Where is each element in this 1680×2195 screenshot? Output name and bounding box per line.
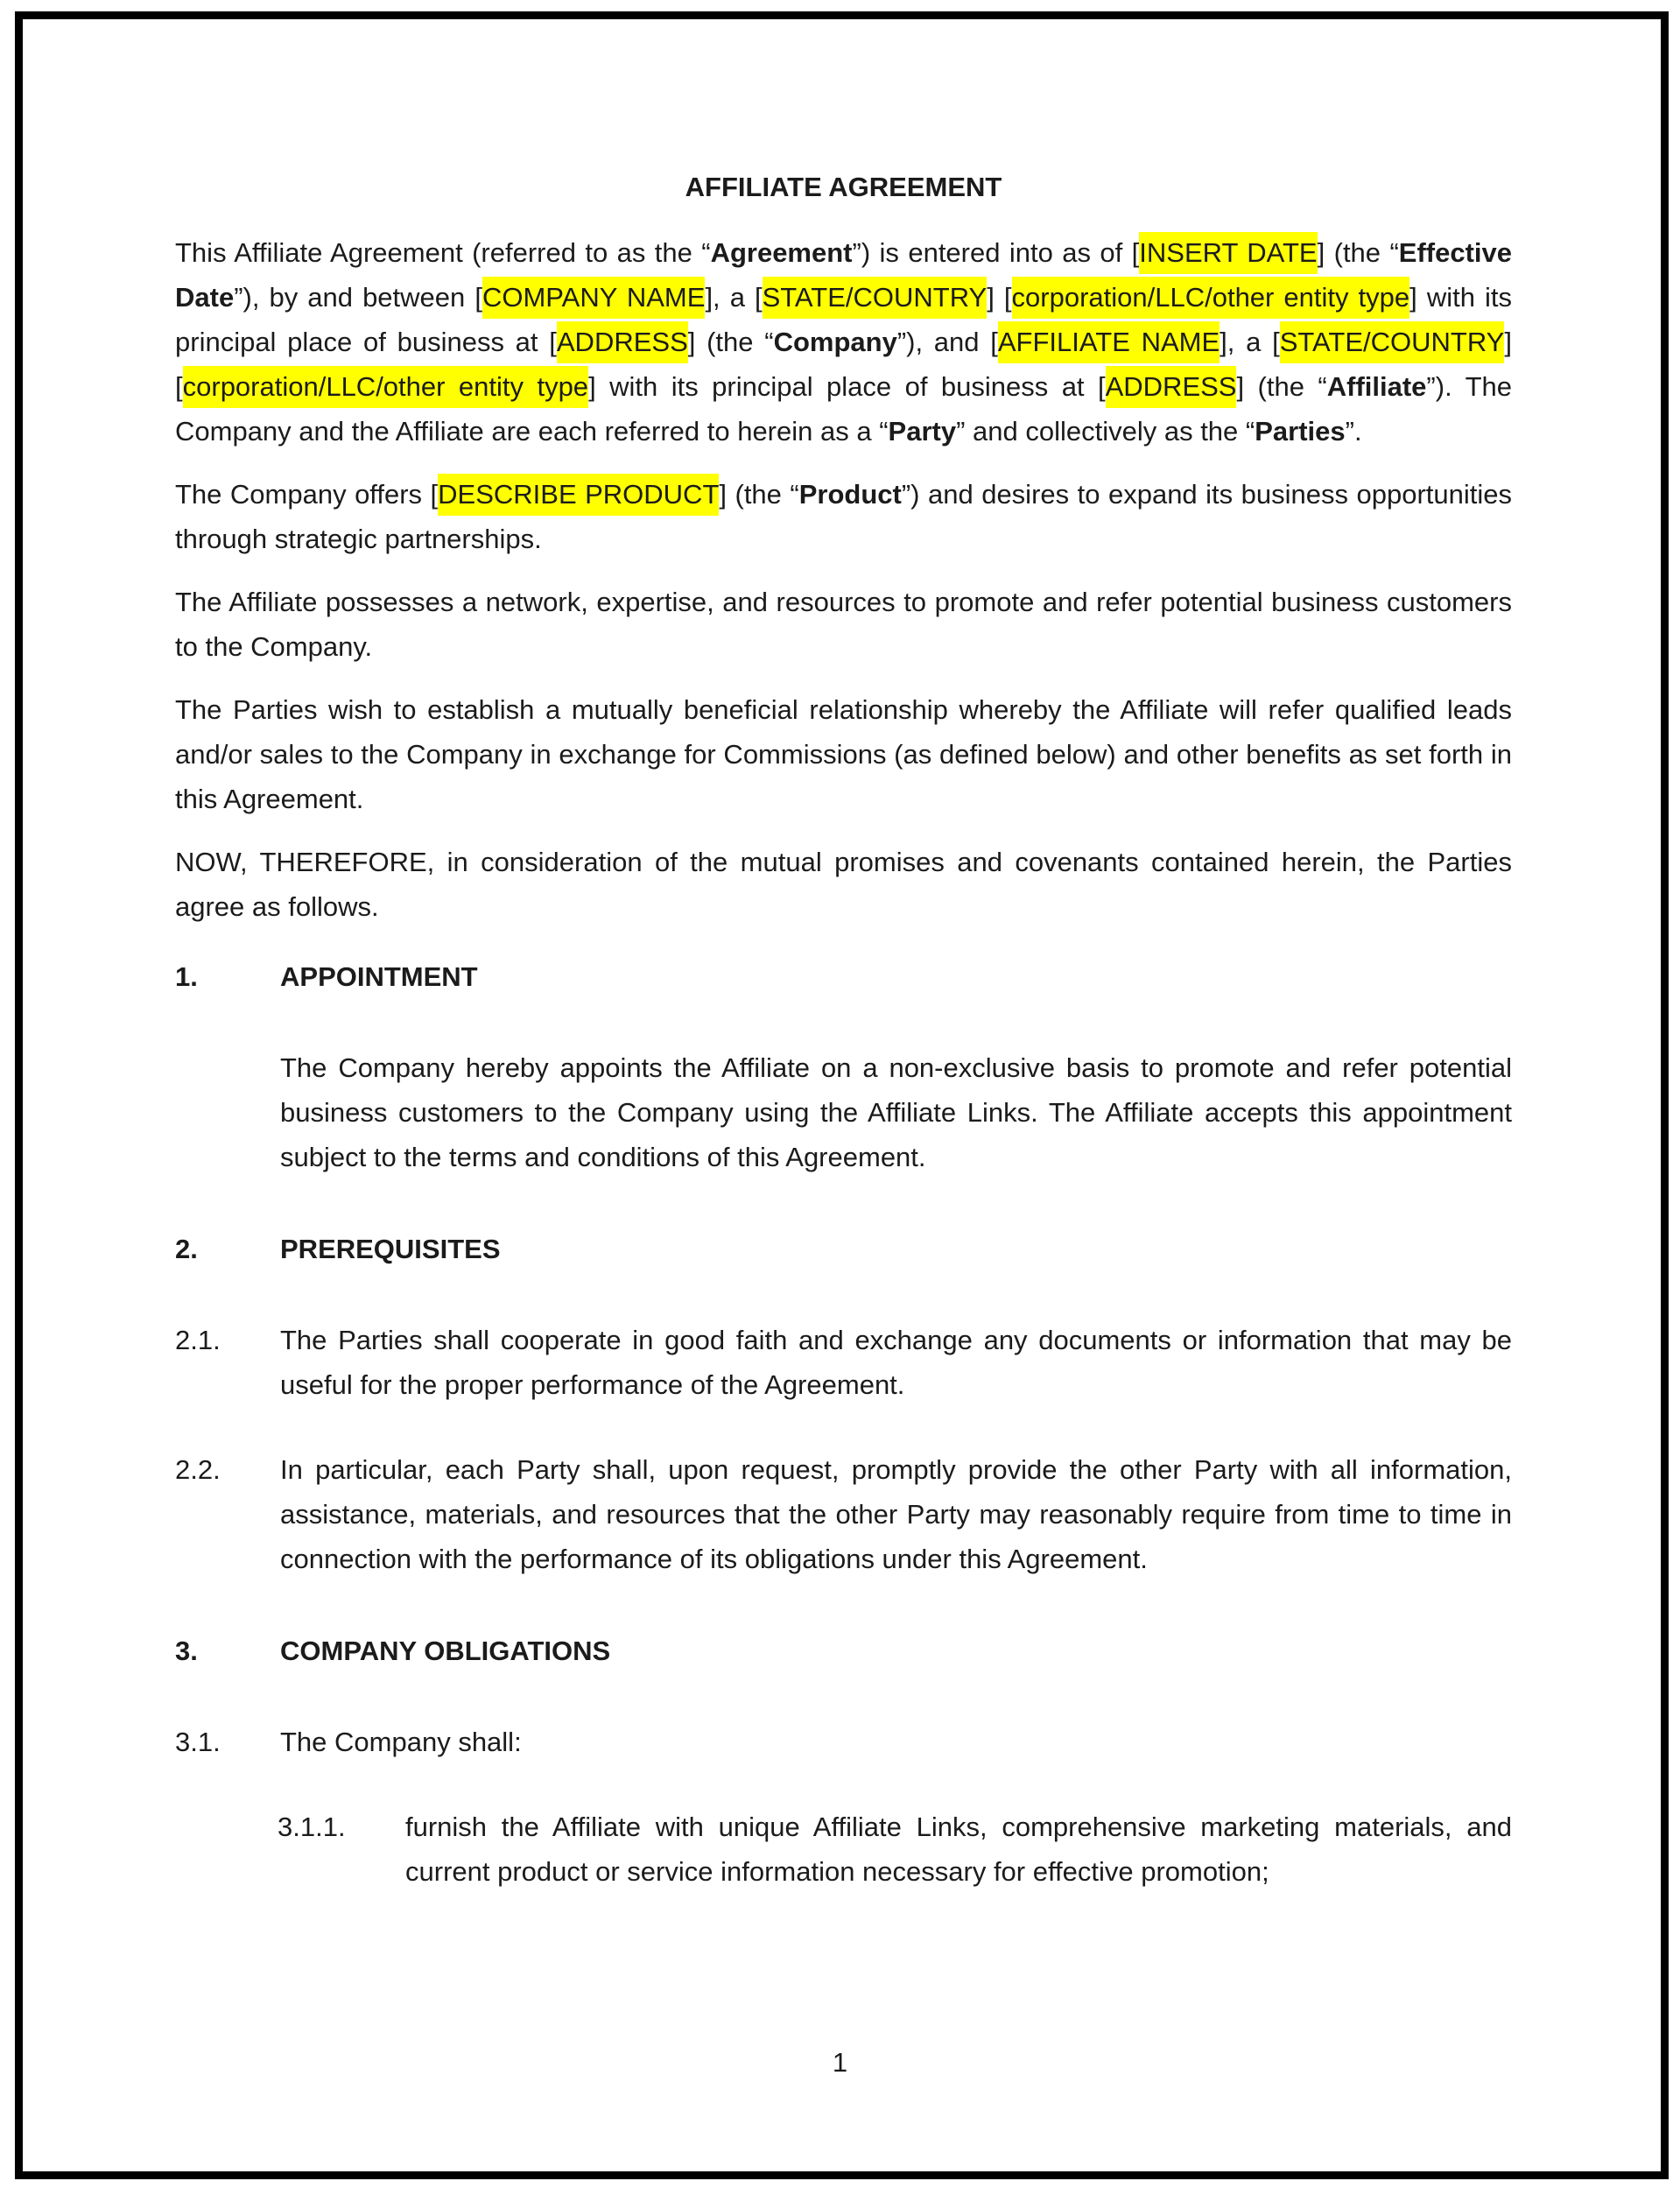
clause-text [280,1727,522,1757]
text-run: The Company hereby appoints the Affiliate on a non-exclusive basis to promote and refer potential business customers to the Company using the Affiliate Links. The Affiliate accepts this appointment subject to the terms and conditions of this Agreement. [280,1052,1512,1172]
highlighted-placeholder: ADDRESS [1106,366,1237,408]
highlighted-placeholder: STATE/COUNTRY [763,277,988,319]
paragraph [175,230,1512,454]
text-run: ] [ [175,327,1512,402]
clause-number: 2.1. [175,1325,221,1355]
bold-term: Effective Date [175,237,1512,313]
paragraph [175,580,1512,669]
clause-text [175,587,1512,662]
text-run: The Parties wish to establish a mutually beneficial relationship whereby the Affiliate will refer qualified leads and/or sales to the Company in exchange for Commissions (as defined below) and other benefits as set forth in this Agreement. [175,694,1512,814]
bold-term: Product [798,479,902,510]
text-run: In particular, each Party shall, upon request, promptly provide the other Party with all information, assistance, materials, and resources that the other Party may reasonably require from time to time in connection with the performance of its obligations under this Agreement. [280,1454,1512,1574]
highlighted-placeholder: COMPANY NAME [482,277,706,319]
text-run: ], a [ [1220,327,1280,357]
section-number: 2. [175,1234,198,1264]
clause-text [175,474,1512,554]
clause [175,1447,1512,1581]
highlighted-placeholder: corporation/LLC/other entity type [1012,277,1410,319]
text-run: ], a [ [705,282,763,313]
text-run: ”), by and between [ [234,282,482,313]
clause-text [175,847,1512,922]
text-run: The Company offers [ [175,479,439,510]
clause-text [175,694,1512,814]
clause-number: 2.2. [175,1454,221,1485]
section-title: APPOINTMENT [280,961,478,992]
clause [175,1318,1512,1407]
text-run: ] (the “ [1317,237,1399,268]
highlighted-placeholder: INSERT DATE [1139,232,1317,274]
highlighted-placeholder: AFFILIATE NAME [998,321,1220,363]
section-heading [175,1220,1512,1271]
document-title: AFFILIATE AGREEMENT [685,172,1002,202]
document-body [175,0,1512,2195]
highlighted-placeholder: ADDRESS [557,321,688,363]
text-run: ] [ [987,282,1012,313]
bold-term: Party [888,416,957,447]
clause-text [175,232,1512,447]
text-run: ] with its principal place of business at [ [175,282,1512,357]
clause-text [280,1052,1512,1172]
section-title: COMPANY OBLIGATIONS [280,1636,611,1666]
clause [175,1805,1512,1894]
text-run: The Company shall: [280,1727,522,1757]
clause-text [405,1812,1512,1887]
text-run: ] with its principal place of business at [ [588,371,1106,402]
clause-number: 3.1.1. [278,1812,346,1842]
section-number: 3. [175,1636,198,1666]
highlighted-placeholder: corporation/LLC/other entity type [183,366,588,408]
bold-term: Company [773,327,897,357]
highlighted-placeholder: STATE/COUNTRY [1280,321,1505,363]
text-run: The Parties shall cooperate in good faith and exchange any documents or information that may be useful for the proper performance of the Agreement. [280,1325,1512,1400]
text-run: ] (the “ [687,327,774,357]
text-run: ] (the “ [719,479,799,510]
paragraph [175,687,1512,821]
clause-text [280,1454,1512,1574]
text-run: ”). The Company and the Affiliate are each referred to herein as a “ [175,371,1512,447]
section-number: 1. [175,961,198,992]
text-run: ”) is entered into as of [ [852,237,1140,268]
text-run: ] (the “ [1236,371,1327,402]
page-number: 1 [832,2047,848,2078]
text-run: furnish the Affiliate with unique Affiliate Links, comprehensive marketing materials, and current product or service information necessary for effective promotion; [405,1812,1512,1887]
clause [280,1045,1512,1179]
text-run: ”), and [ [896,327,998,357]
paragraph [175,472,1512,561]
highlighted-placeholder: DESCRIBE PRODUCT [438,474,719,516]
section-heading [175,947,1512,999]
text-run: NOW, THEREFORE, in consideration of the mutual promises and covenants contained herein, the Parties agree as follows. [175,847,1512,922]
bold-term: Parties [1255,416,1346,447]
paragraph [175,840,1512,929]
text-run: ”) and desires to expand its business opportunities through strategic partnerships. [175,479,1512,554]
text-run: The Affiliate possesses a network, expertise, and resources to promote and refer potential business customers to the Company. [175,587,1512,662]
clause-number: 3.1. [175,1727,221,1757]
text-run: ” and collectively as the “ [956,416,1255,447]
section-title: PREREQUISITES [280,1234,501,1264]
clause [175,1720,1512,1764]
clause-text [280,1325,1512,1400]
bold-term: Affiliate [1326,371,1427,402]
section-heading [175,1622,1512,1673]
text-run: ”. [1345,416,1362,447]
text-run: This Affiliate Agreement (referred to as the “ [175,237,711,268]
bold-term: Agreement [710,237,853,268]
